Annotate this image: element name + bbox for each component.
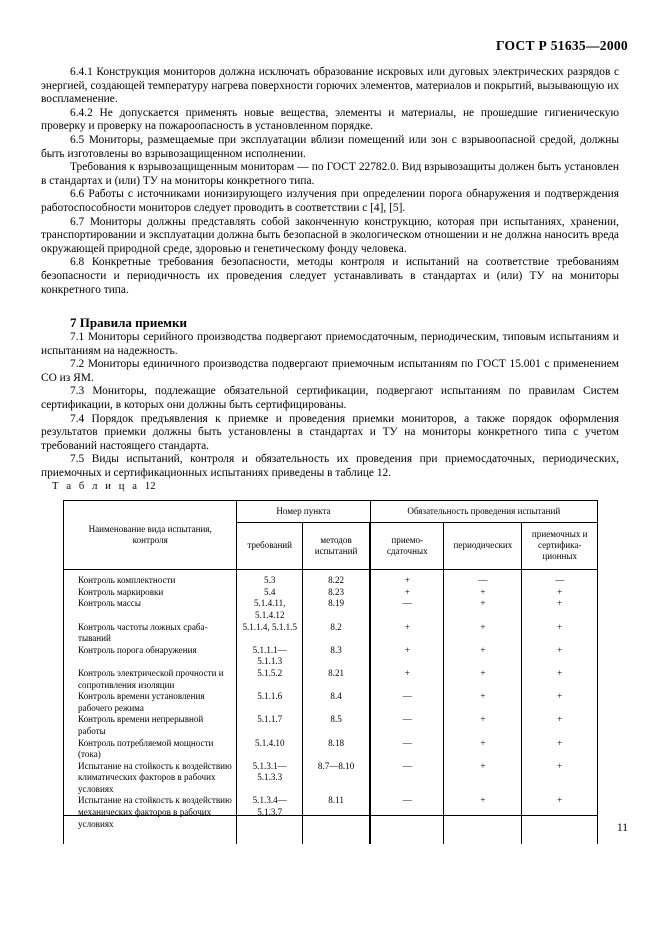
table-caption-number: 12 [144, 481, 156, 492]
col-header-test-methods: методов испытаний [303, 523, 371, 570]
paragraph-7-1: 7.1 Мониторы серийного производства подвергают приемосдаточным, периодическим, типовым испытаниям и испытаниям на надежность. [41, 331, 619, 357]
cell-test-name: Испытание на стойкость к воздействию механических факторов в рабочих условиях [64, 795, 237, 844]
cell-periodic: + [444, 668, 522, 691]
table-row [64, 691, 598, 714]
cell-requirements: 5.4 [237, 587, 303, 599]
cell-acceptance-certification: + [522, 587, 598, 599]
cell-requirements: 5.1.1.6 [237, 691, 303, 714]
cell-requirements: 5.1.4.10 [237, 738, 303, 761]
cell-requirements: 5.1.1.7 [237, 714, 303, 737]
cell-acceptance-certification: + [522, 691, 598, 714]
cell-requirements: 5.1.3.4— 5.1.3.7 [237, 795, 303, 844]
cell-acceptance-delivery: + [370, 668, 444, 691]
paragraph-6-5-requirements: Требования к взрывозащищенным мониторам — по ГОСТ 22782.0. Вид взрывозащиты должен быть установлен в стандартах и (или) ТУ на мониторы конкретного типа. [41, 161, 619, 187]
col-header-periodic: периодических [444, 523, 522, 570]
cell-periodic: + [444, 598, 522, 621]
cell-test-name: Контроль комплектности [64, 570, 237, 587]
table-bottom-border [63, 815, 598, 816]
paragraph-7-4: 7.4 Порядок предъявления к приемке и проведения приемки мониторов, а также порядок оформления результатов приемки должны быть установлены в стандартах и ТУ на мониторы конкретного типа с учетом требований настоящего стандарта. [41, 412, 619, 452]
cell-methods: 8.5 [303, 714, 371, 737]
cell-test-name: Контроль времени установления рабочего режима [64, 691, 237, 714]
cell-acceptance-delivery: + [370, 570, 444, 587]
cell-acceptance-certification: + [522, 738, 598, 761]
standard-header: ГОСТ Р 51635—2000 [495, 38, 628, 53]
cell-methods: 8.18 [303, 738, 371, 761]
col-header-requirements: требований [237, 523, 303, 570]
col-header-group-point-number: Номер пункта [237, 501, 370, 523]
table-row [64, 587, 598, 599]
cell-requirements: 5.1.3.1— 5.1.3.3 [237, 761, 303, 796]
cell-acceptance-delivery: — [370, 738, 444, 761]
table-row [64, 795, 598, 844]
cell-test-name: Контроль массы [64, 598, 237, 621]
table-row [64, 738, 598, 761]
cell-test-name: Контроль порога обнаружения [64, 645, 237, 668]
paragraph-7-2: 7.2 Мониторы единичного производства подвергают приемочным испытаниям по ГОСТ 15.001 с применением СО из ЯМ. [41, 358, 619, 384]
cell-methods: 8.23 [303, 587, 371, 599]
table-caption [52, 481, 155, 492]
cell-requirements: 5.3 [237, 570, 303, 587]
section-heading-7: 7 Правила приемки [70, 315, 187, 331]
page-number: 11 [617, 822, 628, 834]
paragraph-6-5: 6.5 Мониторы, размещаемые при эксплуатации вблизи помещений или зон с взрывоопасной средой, должны быть изготовлены во взрывозащищенном исполнении. [41, 133, 619, 160]
cell-methods: 8.3 [303, 645, 371, 668]
table-body [64, 570, 598, 845]
table-row [64, 668, 598, 691]
cell-requirements: 5.1.1.1— 5.1.1.3 [237, 645, 303, 668]
cell-periodic: + [444, 645, 522, 668]
cell-test-name: Контроль электрической прочности и сопротивления изоляции [64, 668, 237, 691]
cell-acceptance-certification: + [522, 598, 598, 621]
cell-methods: 8.19 [303, 598, 371, 621]
cell-methods: 8.22 [303, 570, 371, 587]
col-header-group-obligation: Обязательность проведения испытаний [370, 501, 597, 523]
cell-methods: 8.11 [303, 795, 371, 844]
cell-acceptance-delivery: + [370, 587, 444, 599]
paragraph-7-5: 7.5 Виды испытаний, контроля и обязательность их проведения при приемосдаточных, периодических, приемочных и сертификационных испытаниях приведены в таблице 12. [41, 453, 619, 480]
paragraph-6-7: 6.7 Мониторы должны представлять собой законченную конструкцию, которая при испытаниях, хранении, транспортировании и эксплуатации должна быть безопасной в экологическом отношении и не должна наносить вреда окружающей природной среде, здоровью и генетическому фонду человека. [41, 215, 619, 255]
cell-periodic: — [444, 570, 522, 587]
cell-methods: 8.4 [303, 691, 371, 714]
col-header-acceptance-certification: приемочных и сертифика-ционных [522, 523, 598, 570]
cell-methods: 8.21 [303, 668, 371, 691]
cell-acceptance-certification: + [522, 795, 598, 844]
cell-methods: 8.7—8.10 [303, 761, 371, 796]
table-head [64, 501, 598, 570]
cell-periodic: + [444, 622, 522, 645]
paragraph-7-3: 7.3 Мониторы, подлежащие обязательной сертификации, подвергают испытаниям по правилам Систем сертификации, в которых они должны быть сертифицированы. [41, 385, 619, 412]
cell-methods: 8.2 [303, 622, 371, 645]
cell-acceptance-certification: + [522, 668, 598, 691]
paragraph-6-4-1: 6.4.1 Конструкция мониторов должна исключать образование искровых или дуговых электрических разрядов с энергией, создающей температуру нагрева поверхности горючих элементов, материалов и покрытий, вызывающую их воспламенение. [41, 66, 619, 106]
cell-acceptance-delivery: — [370, 691, 444, 714]
cell-test-name: Контроль времени непрерывной работы [64, 714, 237, 737]
cell-acceptance-delivery: — [370, 714, 444, 737]
cell-periodic: + [444, 738, 522, 761]
paragraph-6-8: 6.8 Конкретные требования безопасности, методы контроля и испытаний на соответствие требованиям безопасности и периодичность их проведения следует устанавливать в стандартах и (или) ТУ на мониторы конкретного типа. [41, 256, 619, 296]
table-row [64, 622, 598, 645]
cell-acceptance-delivery: — [370, 598, 444, 621]
paragraph-6-6: 6.6 Работы с источниками ионизирующего излучения при определении порога обнаружения и подтверждения работоспособности мониторов следует проводить в соответствии с [4], [5]. [41, 188, 619, 214]
cell-acceptance-delivery: + [370, 645, 444, 668]
cell-test-name: Контроль маркировки [64, 587, 237, 599]
table-row [64, 714, 598, 737]
cell-acceptance-delivery: — [370, 761, 444, 796]
cell-acceptance-certification: + [522, 761, 598, 796]
table-header-row-groups [64, 501, 598, 523]
col-header-acceptance-delivery: приемо-сдаточных [370, 523, 444, 570]
cell-acceptance-delivery: + [370, 622, 444, 645]
cell-test-name: Контроль частоты ложных срабатываний [64, 622, 237, 645]
cell-test-name: Испытание на стойкость к воздействию климатических факторов в рабочих условиях [64, 761, 237, 796]
cell-periodic: + [444, 691, 522, 714]
cell-periodic: + [444, 714, 522, 737]
table-row [64, 761, 598, 796]
body-text-area [41, 66, 619, 481]
table-row [64, 645, 598, 668]
cell-acceptance-certification: — [522, 570, 598, 587]
cell-periodic: + [444, 795, 522, 844]
acceptance-tests-table [63, 500, 598, 844]
cell-periodic: + [444, 761, 522, 796]
table-caption-label: Т а б л и ц а [52, 481, 140, 492]
paragraph-6-4-2: 6.4.2 Не допускается применять новые вещества, элементы и материалы, не прошедшие гигиеническую проверку и проверку на пожароопасность в установленном порядке. [41, 106, 619, 133]
cell-acceptance-certification: + [522, 714, 598, 737]
cell-test-name: Контроль потребляемой мощности (тока) [64, 738, 237, 761]
table-row [64, 570, 598, 587]
cell-requirements: 5.1.1.4, 5.1.1.5 [237, 622, 303, 645]
col-header-test-name: Наименование вида испытания, контроля [64, 501, 237, 570]
cell-requirements: 5.1.5.2 [237, 668, 303, 691]
cell-requirements: 5.1.4.11, 5.1.4.12 [237, 598, 303, 621]
cell-periodic: + [444, 587, 522, 599]
table-row [64, 598, 598, 621]
cell-acceptance-delivery: — [370, 795, 444, 844]
cell-acceptance-certification: + [522, 645, 598, 668]
cell-acceptance-certification: + [522, 622, 598, 645]
